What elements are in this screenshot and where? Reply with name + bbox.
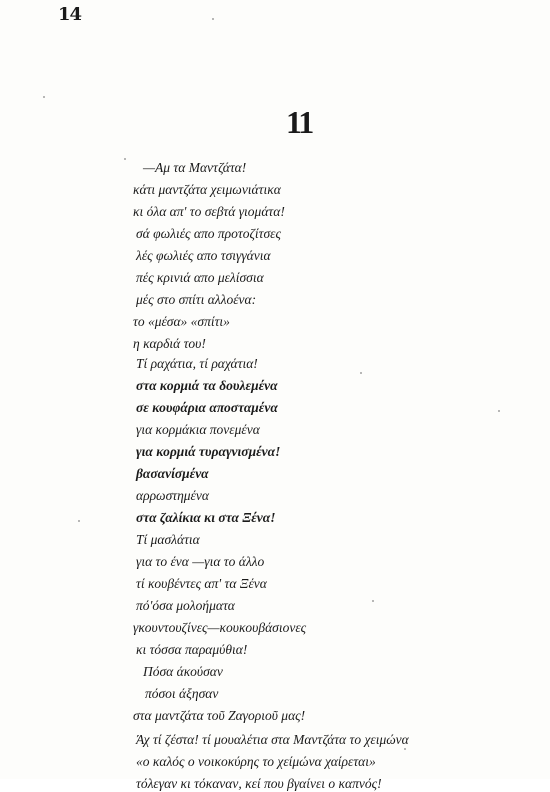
- scan-speck: [404, 748, 406, 750]
- poem-line: μές στο σπίτι αλλοένα:: [136, 292, 257, 307]
- poem-line: τόλεγαν κι τόκαναν, κεί που βγαίνει ο καπνός!: [136, 776, 382, 791]
- poem-line: Άχ τί ζέστα! τί μουαλέτια στα Μαντζάτα το χειμώνα: [136, 732, 409, 747]
- poem-line: κι τόσσα παραμύθια!: [136, 642, 248, 657]
- scan-speck: [78, 520, 80, 522]
- poem-line: στα ζαλίκια κι στα Ξένα!: [136, 510, 276, 525]
- poem-line: για κορμιά τυραγνισμένα!: [136, 444, 281, 459]
- poem-line: λές φωλιές απο τσιγγάνια: [136, 248, 271, 263]
- poem-line: σά φωλιές απο προτοζίτσες: [136, 226, 281, 241]
- poem-line: «ο καλός ο νοικοκύρης το χείμώνα χαίρεται»: [136, 754, 376, 769]
- poem-line: γκουντουζίνες—κουκουβάσιονες: [133, 620, 307, 635]
- page-number: 14: [58, 4, 82, 25]
- scan-speck: [124, 158, 126, 160]
- poem-line: βασανίσμένα: [136, 466, 209, 481]
- poem-line: στα κορμιά τα δουλεμένα: [136, 378, 278, 393]
- poem-line: πές κρινιά απο μελίσσια: [136, 270, 264, 285]
- scan-speck: [372, 600, 374, 602]
- scan-speck: [498, 410, 500, 412]
- poem-line: κάτι μαντζάτα χειμωνιάτικα: [133, 182, 281, 197]
- scan-speck: [212, 18, 214, 20]
- poem-line: το «μέσα» «σπίτι»: [133, 314, 230, 329]
- poem-line: σε κουφάρια αποσταμένα: [136, 400, 278, 415]
- poem-line: αρρωστημένα: [136, 488, 209, 503]
- poem-line: πό'όσα μολοήματα: [136, 598, 235, 613]
- poem-line: τί κουβέντες απ' τα Ξένα: [136, 576, 267, 591]
- poem-line: Πόσα άκούσαν: [143, 664, 223, 679]
- poem-line: —Αμ τα Μαντζάτα!: [143, 160, 247, 175]
- poem-line: Τί μασλάτια: [136, 532, 200, 547]
- scan-speck: [360, 372, 362, 374]
- section-number: 11: [286, 104, 313, 140]
- poem-line: Τί ραχάτια, τί ραχάτια!: [136, 356, 258, 371]
- poem-line: η καρδιά του!: [133, 336, 206, 351]
- poem-line: πόσοι άξησαν: [145, 686, 219, 701]
- poem-line: για το ένα —για το άλλο: [136, 554, 265, 569]
- poem-line: κι όλα απ' το σεβτά γιομάτα!: [133, 204, 285, 219]
- scan-speck: [43, 96, 45, 98]
- poem-line: για κορμάκια πονεμένα: [136, 422, 260, 437]
- poem-line: στα μαντζάτα τοῦ Ζαγοριοῦ μας!: [133, 708, 306, 723]
